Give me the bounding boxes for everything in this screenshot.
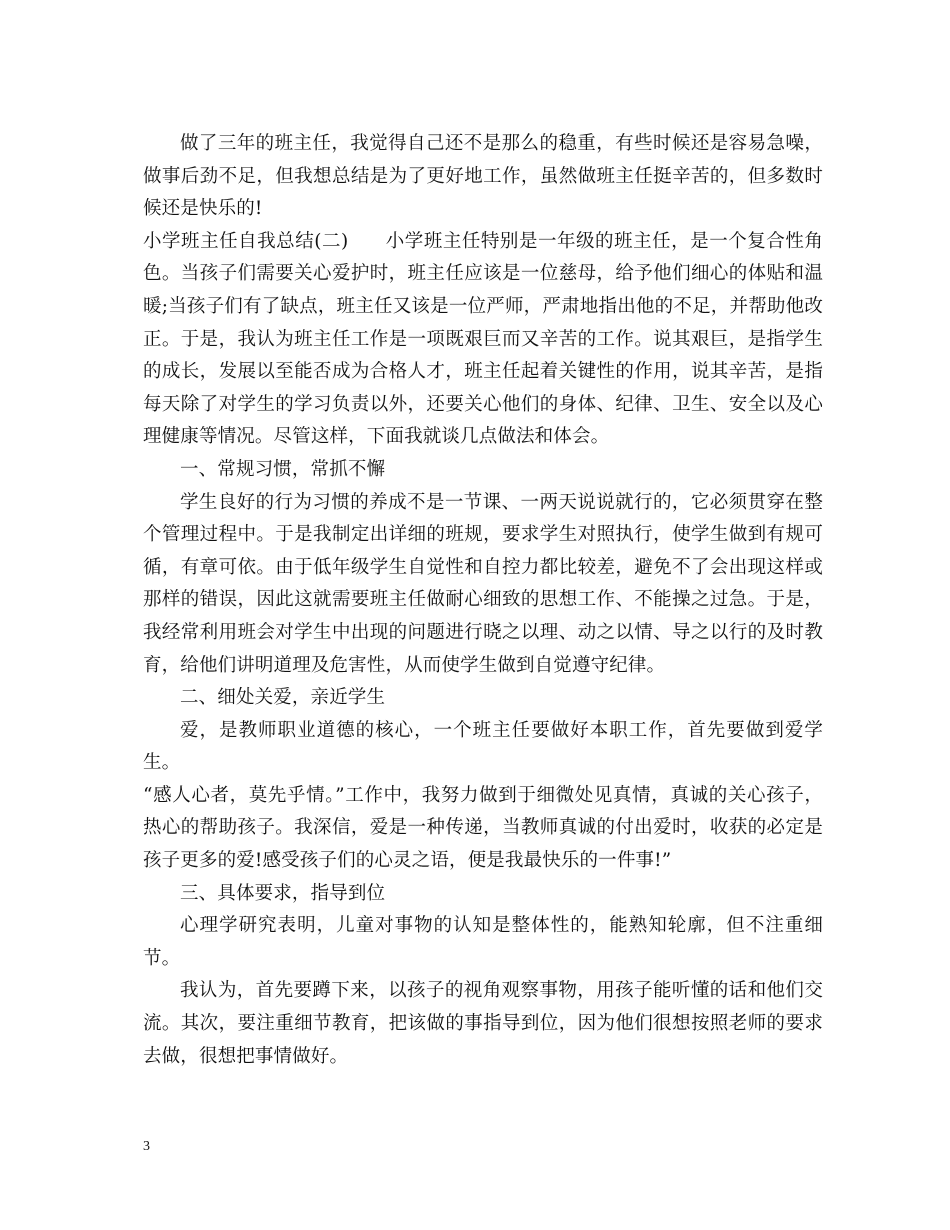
body-text <box>143 128 823 1073</box>
paragraph: 爱，是教师职业道德的核心，一个班主任要做好本职工作，首先要做到爱学生。 <box>143 719 823 774</box>
section-title: 小学班主任自我总结(二) <box>143 230 349 252</box>
section-paragraph <box>143 226 823 454</box>
paragraph-text: 小学班主任特别是一年级的班主任，是一个复合性角色。当孩子们需要关心爱护时，班主任应该是一位慈母，给予他们细心的体贴和温暖;当孩子们有了缺点，班主任又该是一位严师，严肃地指出他的不足，并帮助他改正。于是，我认为班主任工作是一项既艰巨而又辛苦的工作。说其艰巨，是指学生的成长，发展以至能否成为合格人才，班主任起着关键性的作用，说其辛苦，是指每天除了对学生的学习负责以外，还要关心他们的身体、纪律、卫生、安全以及心理健康等情况。尽管这样，下面我就谈几点做法和体会。 <box>143 230 823 448</box>
subheading: 一、常规习惯，常抓不懈 <box>180 458 386 480</box>
page-number: 3 <box>143 1139 150 1154</box>
paragraph: 做了三年的班主任，我觉得自己还不是那么的稳重，有些时候还是容易急噪，做事后劲不足，但我想总结是为了更好地工作，虽然做班主任挺辛苦的，但多数时候还是快乐的! <box>143 133 823 220</box>
paragraph: 心理学研究表明，儿童对事物的认知是整体性的，能熟知轮廓，但不注重细节。 <box>143 915 823 969</box>
paragraph: 我认为，首先要蹲下来，以孩子的视角观察事物，用孩子能听懂的话和他们交流。其次，要注重细节教育，把该做的事指导到位，因为他们很想按照老师的要求去做，很想把事情做好。 <box>143 980 823 1067</box>
paragraph: 学生良好的行为习惯的养成不是一节课、一两天说说就行的，它必须贯穿在整个管理过程中。于是我制定出详细的班规，要求学生对照执行，使学生做到有规可循，有章可依。由于低年级学生自觉性和自控力都比较差，避免不了会出现这样或那样的错误，因此这就需要班主任做耐心细致的思想工作、不能操之过急。于是，我经常利用班会对学生中出现的问题进行晓之以理、动之以情、导之以行的及时教育，给他们讲明道理及危害性，从而使学生做到自觉遵守纪律。 <box>143 491 823 676</box>
subheading: 二、细处关爱，亲近学生 <box>180 687 386 709</box>
subheading: 三、具体要求，指导到位 <box>180 882 386 904</box>
paragraph: “感人心者，莫先乎情。”工作中，我努力做到于细微处见真情，真诚的关心孩子，热心的帮助孩子。我深信，爱是一种传递，当教师真诚的付出爱时，收获的必定是孩子更多的爱!感受孩子们的心灵之语，便是我最快乐的一件事!” <box>143 784 823 872</box>
